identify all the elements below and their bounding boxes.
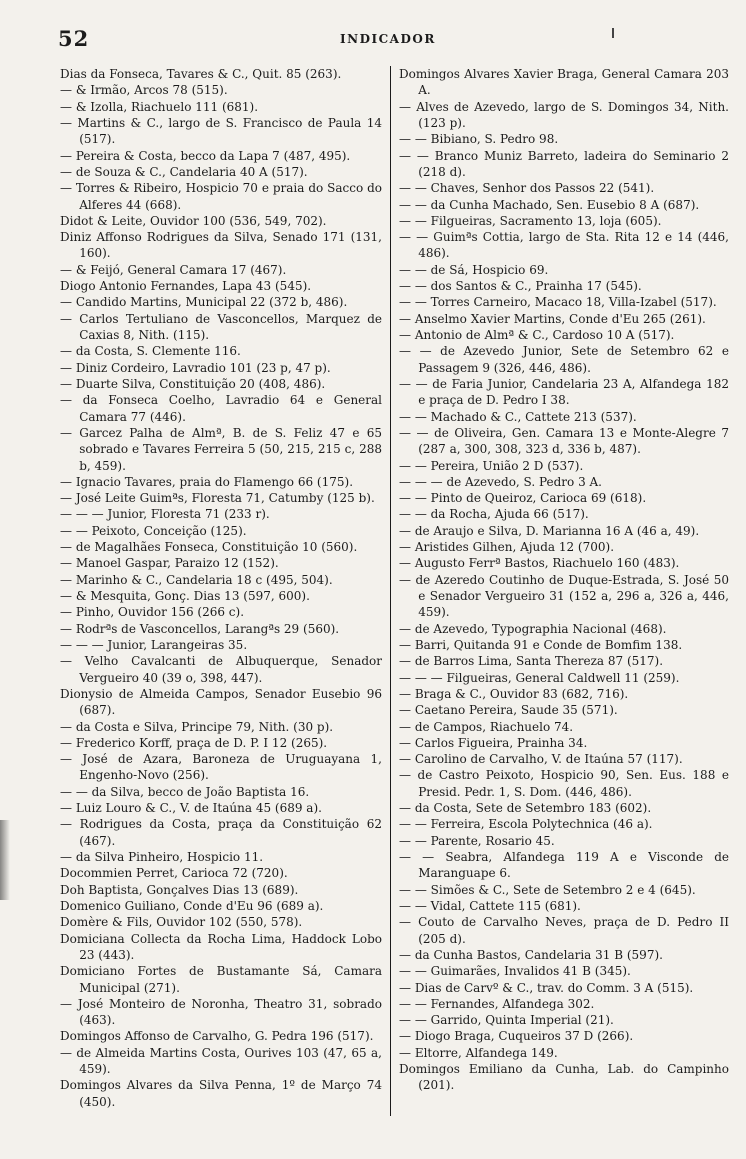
directory-entry: — — Bibiano, S. Pedro 98. (399, 132, 559, 147)
directory-entry: — — Garrido, Quinta Imperial (21). (399, 1013, 614, 1028)
directory-entry: — Aristides Gilhen, Ajuda 12 (700). (399, 540, 615, 555)
directory-entry: Domingos Affonso de Carvalho, G. Pedra 196 (517). (60, 1029, 374, 1044)
directory-entry: — José Monteiro de Noronha, Theatro 31, sobrado (463). (60, 996, 382, 1028)
directory-entry: — — Chaves, Senhor dos Passos 22 (541). (399, 181, 655, 196)
directory-entry: — Duarte Silva, Constituição 20 (408, 486). (60, 376, 326, 391)
directory-entry: — Luiz Louro & C., V. de Itaúna 45 (689 a). (60, 801, 322, 816)
directory-entry: — Diniz Cordeiro, Lavradio 101 (23 p, 47 p). (60, 360, 331, 375)
directory-entry: — — Parente, Rosario 45. (399, 833, 555, 848)
directory-entry: — Barri, Quitanda 91 e Conde de Bomfim 138. (399, 637, 683, 652)
page-header (0, 22, 746, 52)
directory-entry: — de Barros Lima, Santa Thereza 87 (517). (399, 654, 664, 669)
directory-entry: — de Azevedo, Typographia Nacional (468). (399, 621, 667, 636)
directory-entry: Domère & Fils, Ouvidor 102 (550, 578). (60, 915, 303, 930)
directory-entry: Domingos Alvares Xavier Braga, General Camara 203 A. (399, 67, 729, 98)
directory-entry: Domingos Emiliano da Cunha, Lab. do Campinho (201). (399, 1062, 729, 1093)
directory-entry: — Rodrªs de Vasconcellos, Larangªs 29 (560). (60, 621, 340, 636)
directory-entry: — & Mesquita, Gonç. Dias 13 (597, 600). (60, 589, 310, 603)
directory-entry: — — de Faria Junior, Candelaria 23 A, Alfandega 182 e praça de D. Pedro I 38. (399, 376, 729, 408)
directory-entry: — — da Rocha, Ajuda 66 (517). (399, 507, 589, 522)
directory-entry: Domenico Guiliano, Conde d'Eu 96 (689 a). (60, 898, 324, 913)
directory-entry: — — Guimarães, Invalidos 41 B (345). (399, 964, 631, 979)
directory-entry: — Pinho, Ouvidor 156 (266 c). (60, 605, 245, 620)
directory-entry: Dias da Fonseca, Tavares & C., Quit. 85 (263). (60, 67, 342, 81)
running-title: INDICADOR (340, 32, 436, 46)
directory-entry: — & Izolla, Riachuelo 111 (681). (60, 99, 259, 114)
directory-entry: — Caetano Pereira, Saude 35 (571). (399, 703, 618, 718)
directory-entry: — — Fernandes, Alfandega 302. (399, 996, 595, 1011)
directory-entry: — — Pinto de Queiroz, Carioca 69 (618). (399, 491, 647, 506)
directory-entry: — — Torres Carneiro, Macaco 18, Villa-Izabel (517). (399, 295, 717, 310)
directory-entry: — — — de Azevedo, S. Pedro 3 A. (399, 474, 602, 489)
directory-entry: — Carlos Figueira, Prainha 34. (399, 735, 588, 750)
directory-entry: — Alves de Azevedo, largo de S. Domingos 34, Nith. (123 p). (399, 99, 729, 130)
directory-entry: — & Feijó, General Camara 17 (467). (60, 262, 287, 277)
directory-entry: — Augusto Ferrª Bastos, Riachuelo 160 (483). (399, 556, 680, 571)
directory-entry: — Pereira & Costa, becco da Lapa 7 (487, 495). (60, 148, 351, 163)
directory-entry: Docommien Perret, Carioca 72 (720). (60, 866, 288, 881)
directory-entry: — da Costa, Sete de Setembro 183 (602). (399, 801, 652, 816)
directory-entry: — de Castro Peixoto, Hospicio 90, Sen. Eus. 188 e Presid. Pedr. 1, S. Dom. (446, 486). (399, 768, 729, 799)
directory-entry: — — de Azevedo Junior, Sete de Setembro 62 e Passagem 9 (326, 446, 486). (399, 344, 729, 375)
directory-entry: — Eltorre, Alfandega 149. (399, 1045, 558, 1060)
directory-entry: Domiciano Fortes de Bustamante Sá, Camara Municipal (271). (60, 964, 382, 995)
directory-entry: — Candido Martins, Municipal 22 (372 b, 486). (60, 295, 348, 310)
directory-entry: — Braga & C., Ouvidor 83 (682, 716). (399, 686, 629, 701)
page-number: 52 (58, 26, 90, 51)
directory-entry: — — de Oliveira, Gen. Camara 13 e Monte-Alegre 7 (287 a, 300, 308, 323 d, 336 b, 487). (399, 425, 729, 457)
directory-columns (60, 66, 740, 1146)
directory-entry: — — Simões & C., Sete de Setembro 2 e 4 (645). (399, 882, 696, 897)
directory-entry: — da Silva Pinheiro, Hospicio 11. (60, 850, 264, 864)
directory-entry: Dionysio de Almeida Campos, Senador Eusebio 96 (687). (60, 686, 382, 718)
directory-entry: Diogo Antonio Fernandes, Lapa 43 (545). (60, 279, 312, 294)
directory-entry: — de Souza & C., Candelaria 40 A (517). (60, 164, 308, 179)
binding-shadow (0, 820, 10, 900)
directory-entry: — Dias de Carvº & C., trav. do Comm. 3 A (515). (399, 980, 694, 995)
directory-entry: — Diogo Braga, Cuqueiros 37 D (266). (399, 1029, 634, 1044)
directory-entry: — — de Sá, Hospicio 69. (399, 262, 549, 277)
directory-entry: — da Fonseca Coelho, Lavradio 64 e General Camara 77 (446). (60, 393, 382, 424)
directory-entry: — — Vidal, Cattete 115 (681). (399, 898, 581, 913)
directory-entry: — de Campos, Riachuelo 74. (399, 719, 574, 734)
directory-entry: — Antonio de Almª & C., Cardoso 10 A (517). (399, 328, 675, 342)
directory-entry: — Torres & Ribeiro, Hospicio 70 e praia do Sacco do Alferes 44 (668). (60, 181, 382, 212)
directory-entry: — Martins & C., largo de S. Francisco de Paula 14 (517). (60, 115, 382, 147)
right-column (391, 66, 729, 1146)
directory-entry: — Garcez Palha de Almª, B. de S. Feliz 47 e 65 sobrado e Tavares Ferreira 5 (50, 215, 215 c, 288 b, 459). (60, 425, 382, 473)
directory-entry: Domingos Alvares da Silva Penna, 1º de Março 74 (450). (60, 1078, 382, 1109)
directory-entry: — — da Cunha Machado, Sen. Eusebio 8 A (687). (399, 197, 700, 212)
directory-entry: — de Araujo e Silva, D. Marianna 16 A (46 a, 49). (399, 523, 700, 538)
directory-entry: — — Peixoto, Conceição (125). (60, 523, 247, 538)
directory-entry: — — Ferreira, Escola Polytechnica (46 a). (399, 817, 653, 832)
directory-entry: — — Branco Muniz Barreto, ladeira do Seminario 2 (218 d). (399, 148, 729, 179)
directory-entry: — — dos Santos & C., Prainha 17 (545). (399, 279, 642, 294)
directory-entry: — Marinho & C., Candelaria 18 c (495, 504). (60, 572, 333, 587)
directory-entry: — Carolino de Carvalho, V. de Itaúna 57 (117). (399, 752, 683, 767)
directory-entry: — da Costa, S. Clemente 116. (60, 344, 241, 359)
directory-entry: — & Irmão, Arcos 78 (515). (60, 83, 228, 98)
directory-entry: — — — Junior, Larangeiras 35. (60, 637, 248, 652)
directory-entry: — — Filgueiras, Sacramento 13, loja (605). (399, 213, 662, 228)
directory-entry: Diniz Affonso Rodrigues da Silva, Senado 171 (131, 160). (60, 230, 382, 261)
directory-entry: — José de Azara, Baroneza de Uruguayana 1, Engenho-Novo (256). (60, 752, 382, 783)
directory-entry: — Velho Cavalcanti de Albuquerque, Senador Vergueiro 40 (39 o, 398, 447). (60, 654, 382, 685)
stray-mark-icon (612, 28, 614, 38)
directory-entry: Domiciana Collecta da Rocha Lima, Haddock Lobo 23 (443). (60, 931, 382, 962)
directory-entry: — Couto de Carvalho Neves, praça de D. Pedro II (205 d). (399, 915, 729, 946)
directory-entry: — Anselmo Xavier Martins, Conde d'Eu 265 (261). (399, 311, 706, 326)
directory-entry: — Carlos Tertuliano de Vasconcellos, Marquez de Caxias 8, Nith. (115). (60, 311, 382, 342)
directory-entry: — da Costa e Silva, Principe 79, Nith. (30 p). (60, 719, 334, 734)
directory-entry: — — — Filgueiras, General Caldwell 11 (259). (399, 670, 680, 685)
directory-entry: — — Guimªs Cottia, largo de Sta. Rita 12 e 14 (446, 486). (399, 230, 729, 261)
directory-entry: Doh Baptista, Gonçalves Dias 13 (689). (60, 882, 299, 897)
left-column (60, 66, 390, 1146)
directory-entry: — Ignacio Tavares, praia do Flamengo 66 (175). (60, 474, 354, 489)
directory-entry: — — Seabra, Alfandega 119 A e Visconde de Maranguape 6. (399, 850, 729, 881)
directory-entry: — — — Junior, Floresta 71 (233 r). (60, 507, 270, 522)
directory-entry: — José Leite Guimªs, Floresta 71, Catumby (125 b). (60, 491, 375, 506)
directory-entry: — — Machado & C., Cattete 213 (537). (399, 409, 637, 424)
directory-entry: — de Almeida Martins Costa, Ourives 103 (47, 65 a, 459). (60, 1045, 382, 1077)
directory-entry: — Frederico Korff, praça de D. P. I 12 (265). (60, 735, 328, 750)
directory-entry: — — Pereira, União 2 D (537). (399, 458, 584, 473)
directory-entry: — Rodrigues da Costa, praça da Constituição 62 (467). (60, 817, 382, 848)
directory-entry: — da Cunha Bastos, Candelaria 31 B (597). (399, 947, 663, 962)
directory-entry: — de Azeredo Coutinho de Duque-Estrada, S. José 50 e Senador Vergueiro 31 (152 a, 296 a, 326 a, 446, 459). (399, 572, 729, 620)
directory-entry: — — da Silva, becco de João Baptista 16. (60, 784, 310, 799)
directory-entry: — de Magalhães Fonseca, Constituição 10 (560). (60, 540, 358, 555)
directory-entry: Didot & Leite, Ouvidor 100 (536, 549, 702). (60, 213, 327, 228)
directory-entry: — Manoel Gaspar, Paraizo 12 (152). (60, 556, 279, 571)
